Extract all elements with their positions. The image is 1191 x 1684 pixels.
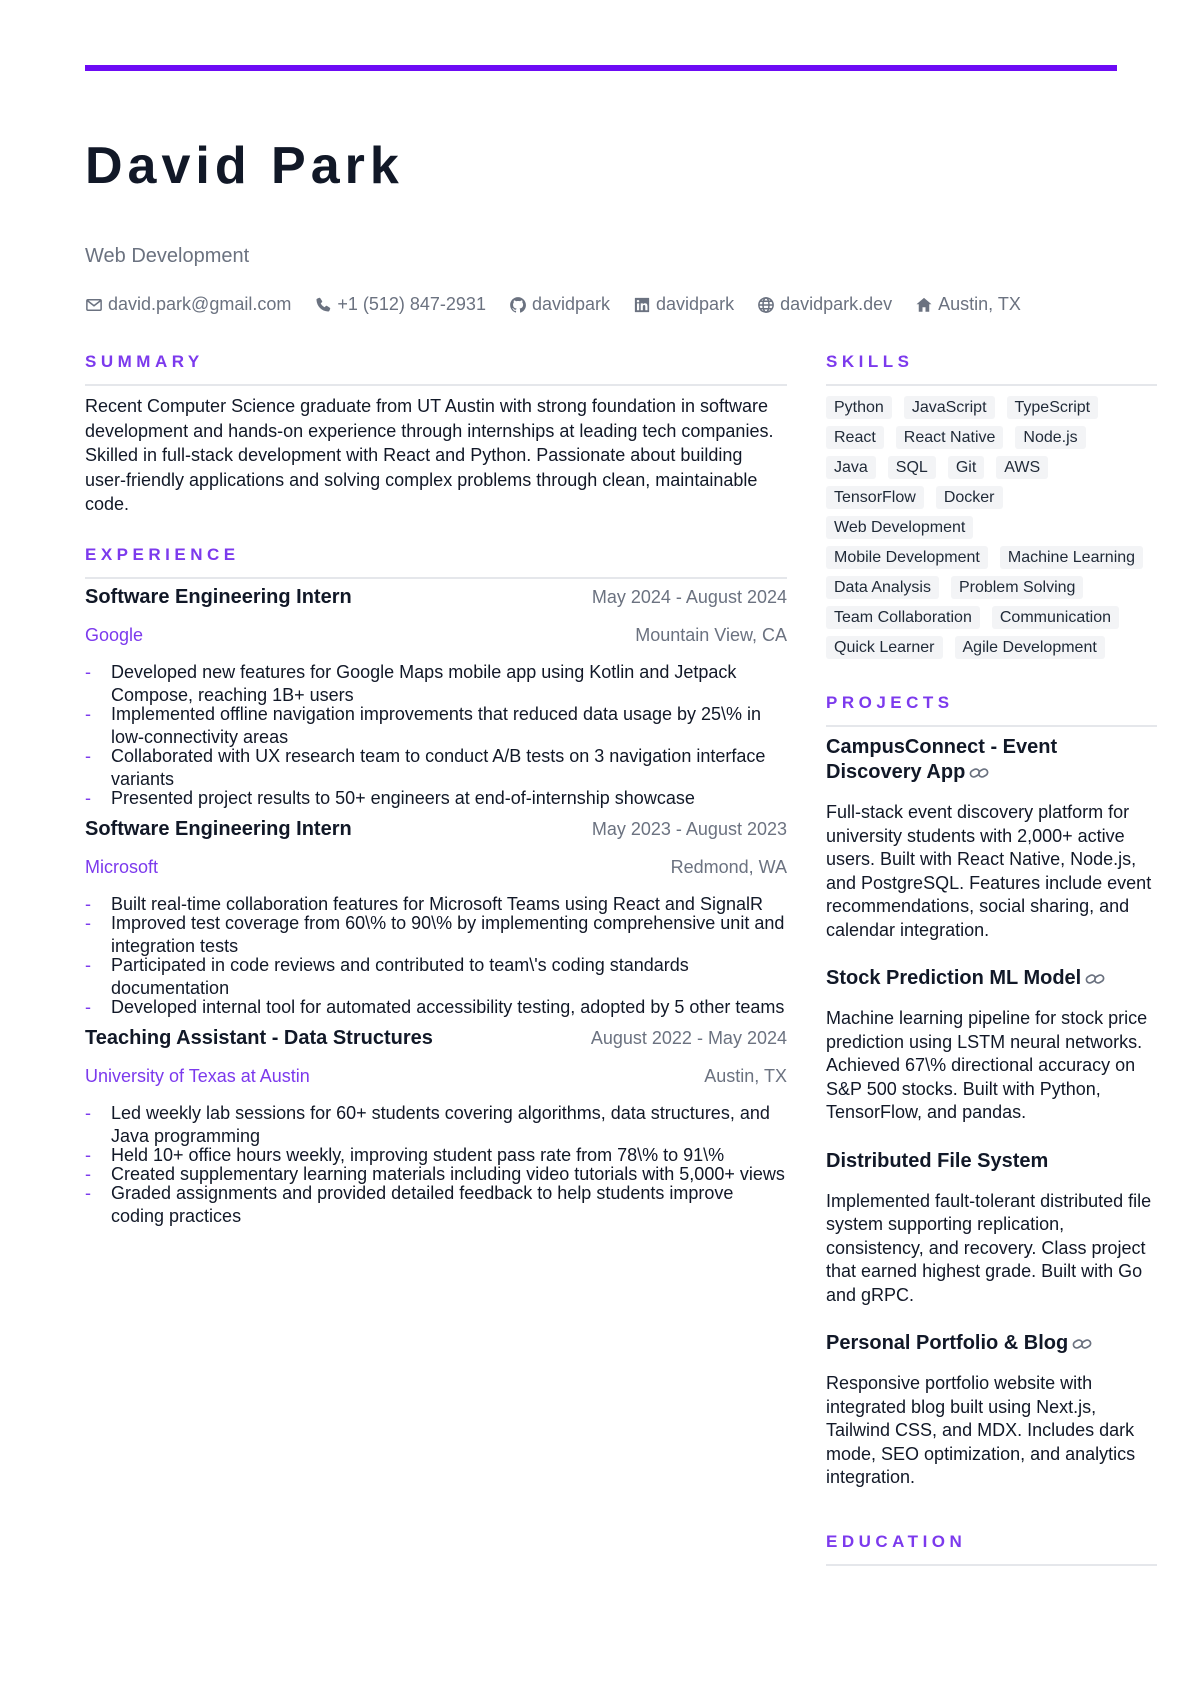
skill-chip: Communication bbox=[992, 606, 1119, 629]
contact-row bbox=[85, 294, 1044, 315]
contact-github[interactable] bbox=[509, 294, 610, 315]
skill-chip: Problem Solving bbox=[951, 576, 1084, 599]
projects-section bbox=[826, 691, 1157, 1490]
job-company: Microsoft bbox=[85, 856, 159, 877]
job-company: Google bbox=[85, 624, 144, 645]
job-bullet: - Developed new features for Google Maps mobile app using Kotlin and Jetpack Compose, reaching 1B+ users bbox=[85, 661, 737, 705]
contact-phone[interactable] bbox=[314, 294, 486, 315]
experience-section bbox=[85, 543, 787, 1228]
github-icon bbox=[509, 296, 527, 314]
job-bullet: - Created supplementary learning materials including video tutorials with 5,000+ views bbox=[85, 1163, 785, 1184]
job-bullet: - Improved test coverage from 60\% to 90\% by implementing comprehensive unit and integration tests bbox=[85, 912, 785, 956]
job-company: University of Texas at Austin bbox=[85, 1065, 310, 1086]
home-icon bbox=[915, 296, 933, 314]
right-column bbox=[826, 350, 1157, 1566]
job-bullet: - Implemented offline navigation improvements that reduced data usage by 25\% in low-connectivity areas bbox=[85, 703, 762, 747]
job-dates: August 2022 - May 2024 bbox=[590, 1027, 787, 1048]
skill-chip: Mobile Development bbox=[826, 546, 988, 569]
summary-rule bbox=[85, 384, 787, 386]
contact-github-text: davidpark bbox=[531, 294, 611, 314]
project-entry bbox=[826, 966, 1157, 1125]
project-description: Full-stack event discovery platform for university students with 2,000+ active users. Built with React Native, Node.js, and PostgreSQL. Features include event recommendations, social sharing, and calendar integration. bbox=[826, 802, 1152, 940]
skill-chip: Machine Learning bbox=[1000, 546, 1143, 569]
job-bullet: - Collaborated with UX research team to conduct A/B tests on 3 navigation interface variants bbox=[85, 745, 766, 789]
project-title: Personal Portfolio & Blog bbox=[826, 1332, 1069, 1354]
phone-icon bbox=[314, 296, 332, 314]
job-location: Redmond, WA bbox=[670, 856, 787, 877]
project-description: Responsive portfolio website with integrated blog built using Next.js, Tailwind CSS, and MDX. Includes dark mode, SEO optimization, and analytics integration. bbox=[826, 1373, 1136, 1487]
job-bullets bbox=[85, 893, 787, 1019]
summary-heading: SUMMARY bbox=[85, 352, 204, 371]
link-icon[interactable] bbox=[969, 766, 989, 780]
skill-chip: Team Collaboration bbox=[826, 606, 980, 629]
project-title: CampusConnect - Event Discovery App bbox=[826, 736, 1058, 783]
job-entry bbox=[85, 586, 787, 810]
skill-chip: JavaScript bbox=[904, 396, 995, 419]
summary-text: Recent Computer Science graduate from UT Austin with strong foundation in software development and hands-on experience through internships at leading tech companies. Skilled in full-stack development with React and Python. Passionate about building user-friendly applications and solving complex problems through clean, maintainable code. bbox=[85, 396, 774, 514]
skill-chip: Git bbox=[948, 456, 984, 479]
project-entry bbox=[826, 1331, 1157, 1490]
education-heading: EDUCATION bbox=[826, 1531, 967, 1551]
job-dates: May 2024 - August 2024 bbox=[591, 586, 787, 607]
job-bullets bbox=[85, 661, 787, 810]
skill-chip: Quick Learner bbox=[826, 636, 943, 659]
project-title: Distributed File System bbox=[826, 1149, 1049, 1172]
project-entry bbox=[826, 1149, 1157, 1308]
job-entry bbox=[85, 818, 787, 1019]
contact-linkedin[interactable] bbox=[633, 294, 734, 315]
job-bullet: - Participated in code reviews and contributed to team\'s coding standards documentation bbox=[85, 954, 689, 998]
projects-heading: PROJECTS bbox=[826, 693, 954, 712]
job-location: Mountain View, CA bbox=[635, 624, 787, 645]
link-icon[interactable] bbox=[1072, 1337, 1092, 1351]
skill-chip-list bbox=[826, 396, 1157, 666]
experience-rule bbox=[85, 577, 787, 579]
contact-location bbox=[915, 294, 1021, 315]
job-bullets bbox=[85, 1102, 787, 1228]
linkedin-icon bbox=[633, 296, 651, 314]
job-location: Austin, TX bbox=[704, 1065, 787, 1086]
skill-chip: Data Analysis bbox=[826, 576, 939, 599]
skills-section bbox=[826, 350, 1157, 666]
contact-website-text: davidpark.dev bbox=[780, 294, 893, 314]
project-entry bbox=[826, 735, 1157, 942]
job-bullet: - Led weekly lab sessions for 60+ students covering algorithms, data structures, and Java programming bbox=[85, 1102, 770, 1146]
experience-heading: EXPERIENCE bbox=[85, 544, 240, 564]
contact-location-text: Austin, TX bbox=[938, 294, 1021, 314]
education-section bbox=[826, 1530, 1157, 1566]
skill-chip: React bbox=[826, 426, 884, 449]
contact-linkedin-text: davidpark bbox=[656, 294, 735, 314]
project-description: Implemented fault-tolerant distributed file system supporting replication, consistency, and recovery. Class project that earned highest grade. Built with Go and gRPC. bbox=[826, 1190, 1152, 1305]
job-bullet: - Held 10+ office hours weekly, improving student pass rate from 78\% to 91\% bbox=[85, 1144, 725, 1165]
link-icon[interactable] bbox=[1085, 972, 1105, 986]
candidate-name: David Park bbox=[85, 137, 404, 195]
skill-chip: SQL bbox=[888, 456, 936, 479]
envelope-icon bbox=[85, 296, 103, 314]
left-column bbox=[85, 350, 787, 1224]
skills-heading: SKILLS bbox=[826, 352, 914, 371]
job-title: Software Engineering Intern bbox=[85, 585, 352, 608]
project-title: Stock Prediction ML Model bbox=[826, 967, 1082, 989]
projects-rule bbox=[826, 725, 1157, 727]
job-title: Software Engineering Intern bbox=[85, 817, 352, 840]
job-entry bbox=[85, 1027, 787, 1228]
job-dates: May 2023 - August 2023 bbox=[591, 818, 787, 839]
skill-chip: Web Development bbox=[826, 516, 973, 539]
job-title: Teaching Assistant - Data Structures bbox=[85, 1026, 433, 1049]
contact-email[interactable] bbox=[85, 294, 291, 315]
skills-rule bbox=[826, 384, 1157, 386]
skill-chip: Python bbox=[826, 396, 892, 419]
contact-website[interactable] bbox=[757, 294, 892, 315]
skill-chip: Docker bbox=[936, 486, 1003, 509]
skill-chip: Java bbox=[826, 456, 876, 479]
skill-chip: TypeScript bbox=[1007, 396, 1099, 419]
skill-chip: TensorFlow bbox=[826, 486, 924, 509]
education-rule bbox=[826, 1564, 1157, 1566]
summary-section bbox=[85, 350, 787, 517]
skill-chip: React Native bbox=[896, 426, 1004, 449]
skill-chip: Agile Development bbox=[955, 636, 1105, 659]
globe-icon bbox=[757, 296, 775, 314]
top-accent-rule bbox=[85, 65, 1117, 71]
headline: Web Development bbox=[85, 245, 250, 267]
project-description: Machine learning pipeline for stock price prediction using LSTM neural networks. Achieved 67\% directional accuracy on S&P 500 stocks. Built with Python, TensorFlow, and pandas. bbox=[826, 1008, 1148, 1122]
job-bullet: - Built real-time collaboration features for Microsoft Teams using React and SignalR bbox=[85, 893, 763, 914]
job-bullet: - Graded assignments and provided detailed feedback to help students improve coding practices bbox=[85, 1182, 734, 1226]
job-bullet: - Developed internal tool for automated accessibility testing, adopted by 5 other teams bbox=[85, 996, 785, 1017]
skill-chip: AWS bbox=[996, 456, 1048, 479]
skill-chip: Node.js bbox=[1015, 426, 1085, 449]
contact-email-text: david.park@gmail.com bbox=[108, 294, 292, 314]
contact-phone-text: +1 (512) 847-2931 bbox=[337, 294, 486, 314]
job-bullet: - Presented project results to 50+ engineers at end-of-internship showcase bbox=[85, 787, 695, 808]
